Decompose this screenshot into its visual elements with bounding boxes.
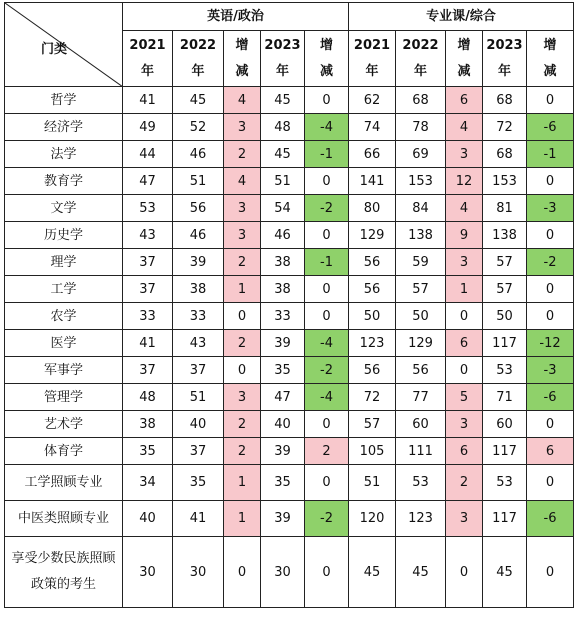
value-cell: 0: [305, 222, 349, 249]
value-cell: 6: [446, 438, 483, 465]
value-cell: 0: [527, 276, 574, 303]
table-row: [5, 87, 574, 114]
table-row: [5, 168, 574, 195]
value-cell: 53: [123, 195, 173, 222]
category-cell: 艺术学: [5, 411, 123, 438]
value-cell: 41: [173, 501, 224, 537]
value-cell: 60: [483, 411, 527, 438]
table-row: [5, 276, 574, 303]
value-cell: 56: [349, 357, 396, 384]
value-cell: 0: [224, 537, 261, 608]
value-cell: 123: [349, 330, 396, 357]
value-cell: 56: [349, 276, 396, 303]
category-cell: 经济学: [5, 114, 123, 141]
value-cell: -4: [305, 384, 349, 411]
value-cell: 40: [173, 411, 224, 438]
value-cell: 35: [261, 465, 305, 501]
value-cell: 2: [446, 465, 483, 501]
score-table: [4, 2, 574, 608]
value-cell: 123: [396, 501, 446, 537]
value-cell: 57: [349, 411, 396, 438]
category-cell: 教育学: [5, 168, 123, 195]
value-cell: 56: [349, 249, 396, 276]
category-cell: 军事学: [5, 357, 123, 384]
value-cell: 53: [396, 465, 446, 501]
value-cell: 117: [483, 438, 527, 465]
value-cell: 57: [396, 276, 446, 303]
value-cell: 43: [123, 222, 173, 249]
value-cell: -2: [305, 501, 349, 537]
value-cell: 39: [261, 438, 305, 465]
value-cell: 141: [349, 168, 396, 195]
table-row: [5, 501, 574, 537]
value-cell: 46: [173, 222, 224, 249]
value-cell: 49: [123, 114, 173, 141]
category-cell: 享受少数民族照顾政策的考生: [5, 537, 123, 608]
value-cell: 68: [396, 87, 446, 114]
value-cell: -4: [305, 114, 349, 141]
category-cell: 农学: [5, 303, 123, 330]
value-cell: 0: [527, 465, 574, 501]
value-cell: 6: [446, 330, 483, 357]
category-cell: 理学: [5, 249, 123, 276]
value-cell: 3: [224, 195, 261, 222]
value-cell: 48: [123, 384, 173, 411]
column-header: 2022 年: [173, 31, 224, 87]
value-cell: -3: [527, 357, 574, 384]
value-cell: 0: [446, 537, 483, 608]
value-cell: 153: [396, 168, 446, 195]
value-cell: 38: [123, 411, 173, 438]
value-cell: 68: [483, 87, 527, 114]
table-row: [5, 195, 574, 222]
value-cell: 56: [396, 357, 446, 384]
value-cell: 37: [173, 438, 224, 465]
column-header: 增 减: [305, 31, 349, 87]
category-cell: 文学: [5, 195, 123, 222]
value-cell: 57: [483, 249, 527, 276]
value-cell: 138: [396, 222, 446, 249]
value-cell: 0: [527, 222, 574, 249]
value-cell: 44: [123, 141, 173, 168]
value-cell: 0: [527, 303, 574, 330]
value-cell: 50: [483, 303, 527, 330]
value-cell: 38: [261, 249, 305, 276]
value-cell: 78: [396, 114, 446, 141]
value-cell: 129: [396, 330, 446, 357]
value-cell: 40: [123, 501, 173, 537]
table-row: [5, 330, 574, 357]
value-cell: 6: [527, 438, 574, 465]
table-row: [5, 249, 574, 276]
value-cell: -4: [305, 330, 349, 357]
value-cell: 3: [224, 222, 261, 249]
value-cell: 59: [396, 249, 446, 276]
table-row: [5, 114, 574, 141]
value-cell: 2: [224, 141, 261, 168]
value-cell: 9: [446, 222, 483, 249]
value-cell: 72: [349, 384, 396, 411]
value-cell: -6: [527, 384, 574, 411]
value-cell: 3: [224, 114, 261, 141]
value-cell: 39: [261, 330, 305, 357]
english-politics-header: 英语/政治: [123, 3, 349, 31]
value-cell: 43: [173, 330, 224, 357]
value-cell: 1: [446, 276, 483, 303]
value-cell: 62: [349, 87, 396, 114]
value-cell: 0: [527, 87, 574, 114]
value-cell: 0: [527, 168, 574, 195]
value-cell: 53: [483, 465, 527, 501]
value-cell: 72: [483, 114, 527, 141]
value-cell: 120: [349, 501, 396, 537]
corner-header: [5, 3, 123, 87]
value-cell: 50: [349, 303, 396, 330]
value-cell: 74: [349, 114, 396, 141]
value-cell: 0: [305, 465, 349, 501]
value-cell: 77: [396, 384, 446, 411]
value-cell: 3: [224, 384, 261, 411]
column-header: 2023 年: [483, 31, 527, 87]
value-cell: 37: [123, 276, 173, 303]
value-cell: 35: [261, 357, 305, 384]
value-cell: 3: [446, 501, 483, 537]
value-cell: 51: [261, 168, 305, 195]
value-cell: -2: [527, 249, 574, 276]
value-cell: 3: [446, 249, 483, 276]
category-cell: 历史学: [5, 222, 123, 249]
value-cell: -1: [305, 249, 349, 276]
value-cell: 60: [396, 411, 446, 438]
column-header: 增 减: [446, 31, 483, 87]
value-cell: 1: [224, 501, 261, 537]
value-cell: 38: [173, 276, 224, 303]
value-cell: 0: [527, 411, 574, 438]
value-cell: 45: [173, 87, 224, 114]
category-cell: 医学: [5, 330, 123, 357]
value-cell: 138: [483, 222, 527, 249]
value-cell: 71: [483, 384, 527, 411]
value-cell: 56: [173, 195, 224, 222]
value-cell: 0: [305, 87, 349, 114]
value-cell: 52: [173, 114, 224, 141]
value-cell: 0: [305, 276, 349, 303]
value-cell: -2: [305, 195, 349, 222]
value-cell: 1: [224, 465, 261, 501]
value-cell: 57: [483, 276, 527, 303]
value-cell: 53: [483, 357, 527, 384]
value-cell: 129: [349, 222, 396, 249]
value-cell: 0: [224, 357, 261, 384]
value-cell: 46: [173, 141, 224, 168]
value-cell: 5: [446, 384, 483, 411]
value-cell: 37: [123, 249, 173, 276]
table-row: [5, 357, 574, 384]
value-cell: 2: [224, 411, 261, 438]
value-cell: 66: [349, 141, 396, 168]
value-cell: 45: [261, 141, 305, 168]
value-cell: 51: [173, 168, 224, 195]
table-row: [5, 222, 574, 249]
professional-header: 专业课/综合: [349, 3, 574, 31]
value-cell: 0: [305, 411, 349, 438]
value-cell: 50: [396, 303, 446, 330]
value-cell: 30: [261, 537, 305, 608]
table-row: [5, 384, 574, 411]
value-cell: 69: [396, 141, 446, 168]
category-cell: 法学: [5, 141, 123, 168]
value-cell: 34: [123, 465, 173, 501]
column-header: 2022 年: [396, 31, 446, 87]
value-cell: 3: [446, 141, 483, 168]
value-cell: 54: [261, 195, 305, 222]
value-cell: 2: [305, 438, 349, 465]
value-cell: -3: [527, 195, 574, 222]
value-cell: 45: [483, 537, 527, 608]
value-cell: 35: [173, 465, 224, 501]
value-cell: 4: [224, 87, 261, 114]
value-cell: 3: [446, 411, 483, 438]
value-cell: 0: [224, 303, 261, 330]
value-cell: 117: [483, 330, 527, 357]
value-cell: 51: [349, 465, 396, 501]
value-cell: 84: [396, 195, 446, 222]
value-cell: 4: [446, 114, 483, 141]
table-row: [5, 411, 574, 438]
value-cell: 1: [224, 276, 261, 303]
value-cell: -6: [527, 114, 574, 141]
value-cell: 39: [261, 501, 305, 537]
value-cell: 111: [396, 438, 446, 465]
value-cell: -2: [305, 357, 349, 384]
value-cell: 39: [173, 249, 224, 276]
value-cell: 80: [349, 195, 396, 222]
value-cell: 41: [123, 330, 173, 357]
column-header: 2021 年: [349, 31, 396, 87]
value-cell: 45: [349, 537, 396, 608]
value-cell: 0: [527, 537, 574, 608]
value-cell: 12: [446, 168, 483, 195]
category-cell: 体育学: [5, 438, 123, 465]
category-cell: 哲学: [5, 87, 123, 114]
value-cell: 153: [483, 168, 527, 195]
value-cell: 45: [396, 537, 446, 608]
category-cell: 管理学: [5, 384, 123, 411]
value-cell: 6: [446, 87, 483, 114]
table-row: [5, 465, 574, 501]
value-cell: 48: [261, 114, 305, 141]
value-cell: 0: [446, 357, 483, 384]
value-cell: 46: [261, 222, 305, 249]
value-cell: 105: [349, 438, 396, 465]
value-cell: -1: [305, 141, 349, 168]
table-row: [5, 303, 574, 330]
category-cell: 工学照顾专业: [5, 465, 123, 501]
column-header: 增 减: [224, 31, 261, 87]
value-cell: 33: [261, 303, 305, 330]
column-header: 2023 年: [261, 31, 305, 87]
value-cell: -1: [527, 141, 574, 168]
value-cell: 51: [173, 384, 224, 411]
value-cell: 68: [483, 141, 527, 168]
value-cell: 33: [123, 303, 173, 330]
value-cell: 4: [224, 168, 261, 195]
category-header: 门类: [41, 42, 68, 57]
category-cell: 工学: [5, 276, 123, 303]
value-cell: -12: [527, 330, 574, 357]
value-cell: 2: [224, 249, 261, 276]
value-cell: 4: [446, 195, 483, 222]
value-cell: -6: [527, 501, 574, 537]
value-cell: 37: [173, 357, 224, 384]
value-cell: 33: [173, 303, 224, 330]
value-cell: 0: [305, 537, 349, 608]
value-cell: 117: [483, 501, 527, 537]
value-cell: 2: [224, 330, 261, 357]
value-cell: 37: [123, 357, 173, 384]
value-cell: 47: [261, 384, 305, 411]
column-header: 2021 年: [123, 31, 173, 87]
value-cell: 81: [483, 195, 527, 222]
value-cell: 45: [261, 87, 305, 114]
table-row: [5, 141, 574, 168]
value-cell: 30: [123, 537, 173, 608]
value-cell: 30: [173, 537, 224, 608]
value-cell: 0: [305, 168, 349, 195]
value-cell: 41: [123, 87, 173, 114]
table-row: [5, 537, 574, 608]
value-cell: 0: [446, 303, 483, 330]
value-cell: 0: [305, 303, 349, 330]
column-header: 增 减: [527, 31, 574, 87]
value-cell: 2: [224, 438, 261, 465]
value-cell: 38: [261, 276, 305, 303]
table-row: [5, 438, 574, 465]
value-cell: 40: [261, 411, 305, 438]
category-cell: 中医类照顾专业: [5, 501, 123, 537]
value-cell: 35: [123, 438, 173, 465]
value-cell: 47: [123, 168, 173, 195]
